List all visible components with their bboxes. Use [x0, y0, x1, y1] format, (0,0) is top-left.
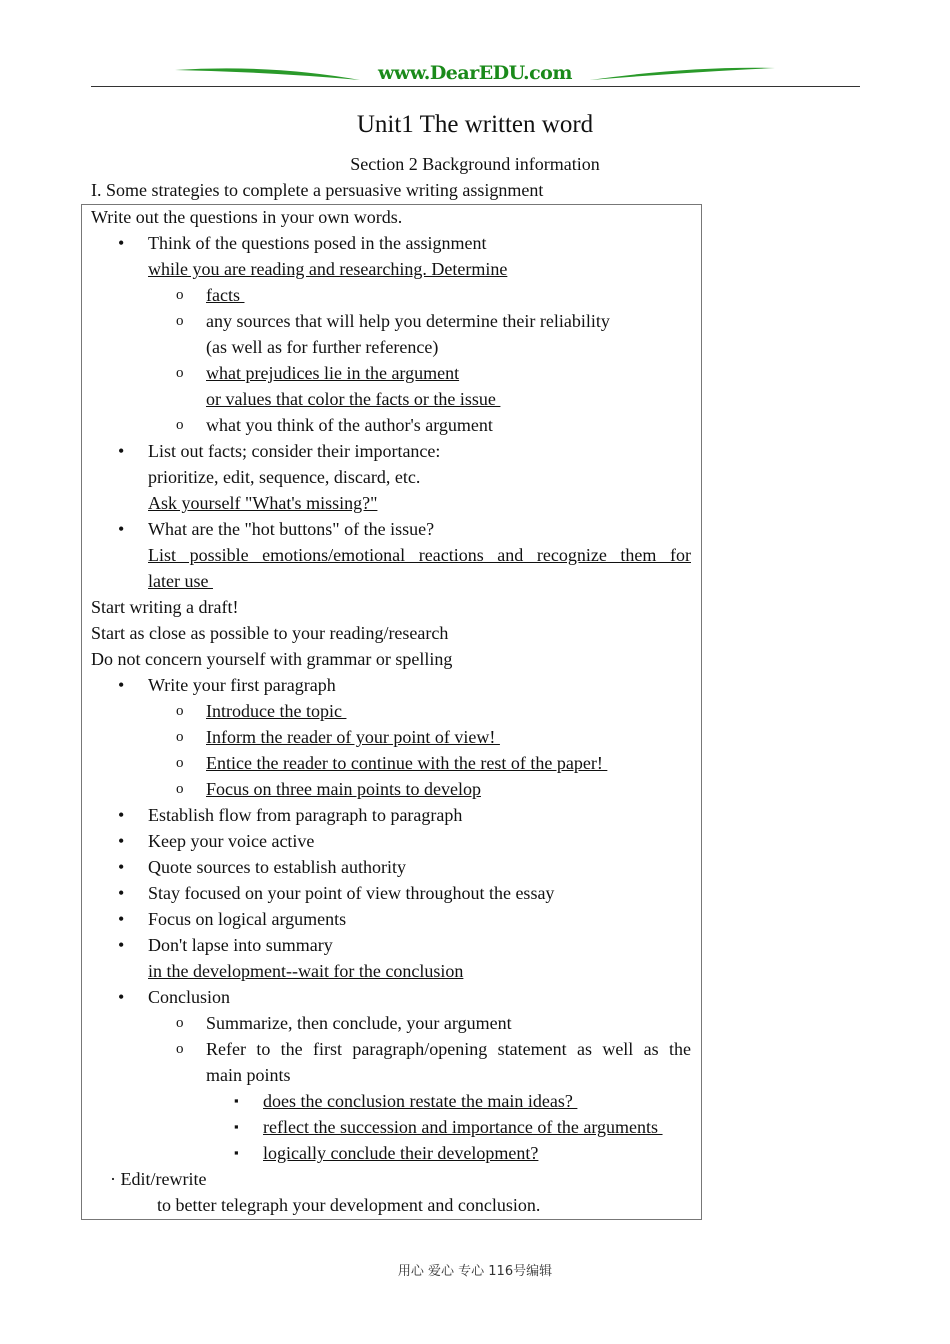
text-line: later use	[148, 571, 213, 591]
text-line: Start writing a draft!	[91, 597, 239, 617]
text-line: what prejudices lie in the argument	[206, 363, 460, 383]
header-rule	[91, 86, 860, 87]
text-line: Introduce the topic	[206, 701, 347, 721]
bullet-icon: •	[118, 675, 125, 695]
text-line: logically conclude their development?	[263, 1143, 539, 1163]
logo-text: www.DearEDU.com	[378, 62, 572, 84]
text-line: Summarize, then conclude, your argument	[206, 1013, 512, 1033]
section-heading: I. Some strategies to complete a persuasive writing assignment	[91, 180, 544, 200]
bullet-icon: •	[118, 831, 125, 851]
text-line: Focus on three main points to develop	[206, 779, 481, 799]
circle-bullet-icon: o	[176, 1041, 184, 1057]
bullet-icon: •	[118, 233, 125, 253]
text-line: List out facts; consider their importance:	[148, 441, 441, 461]
text-line: reflect the succession and importance of the arguments	[263, 1117, 663, 1137]
text-line: Entice the reader to continue with the rest of the paper!	[206, 753, 608, 773]
text-line: Refer to the first paragraph/opening statement as well as the	[206, 1039, 691, 1059]
text-line: Write out the questions in your own words.	[91, 207, 403, 227]
bullet-icon: •	[118, 909, 125, 929]
text-line: or values that color the facts or the issue	[206, 389, 501, 409]
text-line: Conclusion	[148, 987, 231, 1007]
text-line: Keep your voice active	[148, 831, 315, 851]
footer-text: 用心 爱心 专心 116号编辑	[397, 1264, 553, 1279]
text-line: Think of the questions posed in the assignment	[148, 233, 487, 253]
circle-bullet-icon: o	[176, 365, 184, 381]
text-line: Start as close as possible to your reading/research	[91, 623, 449, 643]
bullet-icon: •	[118, 883, 125, 903]
circle-bullet-icon: o	[176, 287, 184, 303]
circle-bullet-icon: o	[176, 781, 184, 797]
text-line: What are the "hot buttons" of the issue?	[148, 519, 435, 539]
bullet-icon: •	[118, 857, 125, 877]
circle-bullet-icon: o	[176, 417, 184, 433]
page-title: Unit1 The written word	[356, 111, 594, 138]
text-line: Inform the reader of your point of view!	[206, 727, 500, 747]
section-subtitle: Section 2 Background information	[350, 154, 600, 174]
text-line: Focus on logical arguments	[148, 909, 347, 929]
text-line: facts	[206, 285, 245, 305]
text-line: Stay focused on your point of view throughout the essay	[148, 883, 555, 903]
text-line: (as well as for further reference)	[206, 337, 439, 357]
bullet-icon: •	[118, 935, 125, 955]
text-line: any sources that will help you determine their reliability	[206, 311, 610, 331]
circle-bullet-icon: o	[176, 1015, 184, 1031]
text-line: · Edit/rewrite	[110, 1169, 207, 1189]
dearedu-logo	[170, 62, 780, 88]
text-line: prioritize, edit, sequence, discard, etc.	[148, 467, 421, 487]
text-line: to better telegraph your development and conclusion.	[157, 1195, 541, 1215]
text-line: Quote sources to establish authority	[148, 857, 406, 877]
text-line: does the conclusion restate the main ideas?	[263, 1091, 578, 1111]
text-line: Do not concern yourself with grammar or spelling	[91, 649, 453, 669]
text-line: Don't lapse into summary	[148, 935, 333, 955]
text-line: in the development--wait for the conclusion	[148, 961, 464, 981]
text-line: Ask yourself "What's missing?"	[148, 493, 378, 513]
text-line: Establish flow from paragraph to paragraph	[148, 805, 463, 825]
text-line: main points	[206, 1065, 291, 1085]
circle-bullet-icon: o	[176, 755, 184, 771]
square-bullet-icon: ▪	[234, 1145, 239, 1160]
text-line: what you think of the author's argument	[206, 415, 493, 435]
bullet-icon: •	[118, 441, 125, 461]
square-bullet-icon: ▪	[234, 1093, 239, 1108]
text-line: Write your first paragraph	[148, 675, 336, 695]
square-bullet-icon: ▪	[234, 1119, 239, 1134]
bullet-icon: •	[118, 805, 125, 825]
text-line: while you are reading and researching. Determine	[148, 259, 508, 279]
bullet-icon: •	[118, 987, 125, 1007]
circle-bullet-icon: o	[176, 703, 184, 719]
bullet-icon: •	[118, 519, 125, 539]
circle-bullet-icon: o	[176, 729, 184, 745]
circle-bullet-icon: o	[176, 313, 184, 329]
text-line: List possible emotions/emotional reactions and recognize them for	[148, 545, 691, 565]
